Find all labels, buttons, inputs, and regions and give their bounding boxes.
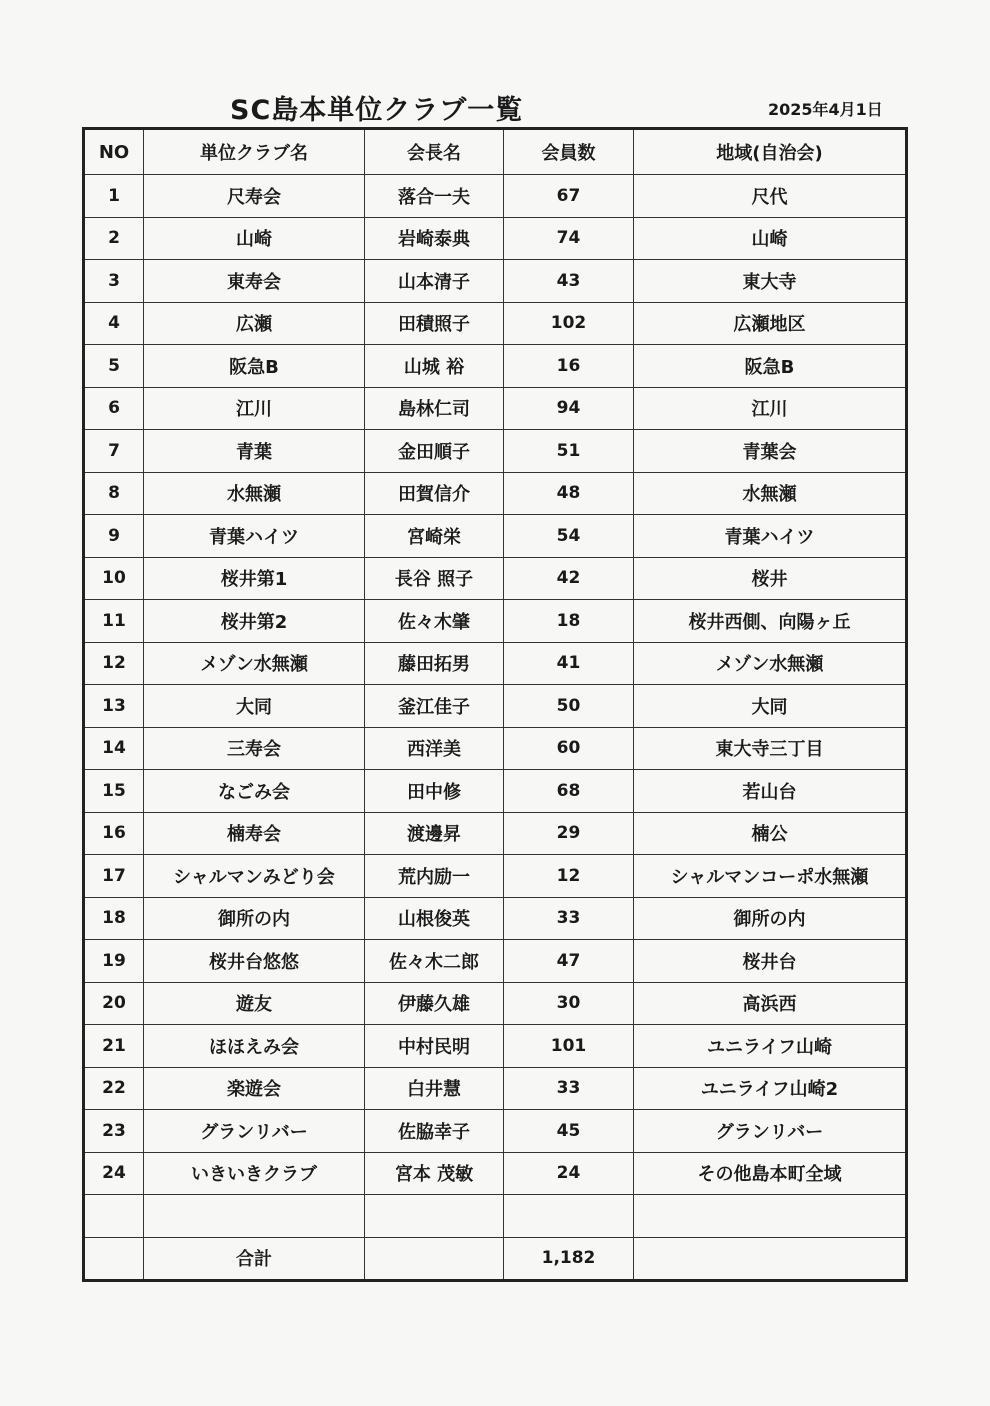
- table-row: [84, 770, 907, 813]
- row-area: 桜井: [634, 557, 907, 600]
- row-president: 白井慧: [365, 1067, 504, 1110]
- row-president: 金田順子: [365, 430, 504, 473]
- table-row: [84, 685, 907, 728]
- row-no: 21: [84, 1025, 144, 1068]
- table-row: [84, 897, 907, 940]
- row-president: 佐々木肇: [365, 600, 504, 643]
- row-club-name: メゾン水無瀬: [144, 642, 365, 685]
- empty-cell: [634, 1237, 907, 1281]
- row-president: 岩崎泰典: [365, 217, 504, 260]
- row-members: 45: [504, 1110, 634, 1153]
- row-no: 6: [84, 387, 144, 430]
- table-row: [84, 855, 907, 898]
- row-club-name: 楽遊会: [144, 1067, 365, 1110]
- row-president: 宮本 茂敏: [365, 1152, 504, 1195]
- row-area: 尺代: [634, 175, 907, 218]
- table-row: [84, 472, 907, 515]
- row-area: 桜井台: [634, 940, 907, 983]
- row-members: 30: [504, 982, 634, 1025]
- row-members: 102: [504, 302, 634, 345]
- row-club-name: 御所の内: [144, 897, 365, 940]
- row-president: 伊藤久雄: [365, 982, 504, 1025]
- row-club-name: 阪急B: [144, 345, 365, 388]
- row-area: その他島本町全域: [634, 1152, 907, 1195]
- row-president: 宮崎栄: [365, 515, 504, 558]
- row-members: 60: [504, 727, 634, 770]
- total-members: 1,182: [504, 1237, 634, 1281]
- table-row: [84, 812, 907, 855]
- document-date: 2025年4月1日: [768, 100, 883, 119]
- row-president: 釜江佳子: [365, 685, 504, 728]
- row-members: 18: [504, 600, 634, 643]
- row-no: 13: [84, 685, 144, 728]
- row-no: 24: [84, 1152, 144, 1195]
- row-no: 7: [84, 430, 144, 473]
- table-row: [84, 1110, 907, 1153]
- row-president: 佐脇幸子: [365, 1110, 504, 1153]
- header-club-name: 単位クラブ名: [144, 129, 365, 175]
- row-area: ユニライフ山崎: [634, 1025, 907, 1068]
- row-members: 41: [504, 642, 634, 685]
- row-members: 94: [504, 387, 634, 430]
- row-area: 大同: [634, 685, 907, 728]
- row-no: 11: [84, 600, 144, 643]
- row-area: 広瀬地区: [634, 302, 907, 345]
- row-club-name: 山崎: [144, 217, 365, 260]
- row-club-name: 大同: [144, 685, 365, 728]
- club-list-table: [82, 127, 908, 1282]
- row-no: 17: [84, 855, 144, 898]
- row-members: 67: [504, 175, 634, 218]
- row-area: 東大寺: [634, 260, 907, 303]
- row-members: 101: [504, 1025, 634, 1068]
- total-label: 合計: [144, 1237, 365, 1281]
- row-club-name: 遊友: [144, 982, 365, 1025]
- row-president: 荒内励一: [365, 855, 504, 898]
- row-club-name: 三寿会: [144, 727, 365, 770]
- row-members: 43: [504, 260, 634, 303]
- row-area: 水無瀬: [634, 472, 907, 515]
- row-president: 山城 裕: [365, 345, 504, 388]
- row-no: 8: [84, 472, 144, 515]
- table-row: [84, 260, 907, 303]
- empty-row: [84, 1195, 907, 1238]
- row-president: 田中修: [365, 770, 504, 813]
- empty-cell: [365, 1237, 504, 1281]
- row-members: 12: [504, 855, 634, 898]
- row-club-name: グランリバー: [144, 1110, 365, 1153]
- row-no: 2: [84, 217, 144, 260]
- row-president: 山根俊英: [365, 897, 504, 940]
- row-members: 42: [504, 557, 634, 600]
- row-no: 20: [84, 982, 144, 1025]
- row-club-name: ほほえみ会: [144, 1025, 365, 1068]
- row-area: ユニライフ山崎2: [634, 1067, 907, 1110]
- row-area: 楠公: [634, 812, 907, 855]
- row-president: 中村民明: [365, 1025, 504, 1068]
- row-no: 5: [84, 345, 144, 388]
- row-club-name: 東寿会: [144, 260, 365, 303]
- table-row: [84, 430, 907, 473]
- row-president: 田積照子: [365, 302, 504, 345]
- row-area: 青葉会: [634, 430, 907, 473]
- table-row: [84, 1152, 907, 1195]
- row-club-name: シャルマンみどり会: [144, 855, 365, 898]
- row-president: 田賀信介: [365, 472, 504, 515]
- row-club-name: 江川: [144, 387, 365, 430]
- empty-cell: [144, 1195, 365, 1238]
- table-body: [84, 175, 907, 1281]
- table-row: [84, 1067, 907, 1110]
- row-no: 18: [84, 897, 144, 940]
- row-club-name: 青葉: [144, 430, 365, 473]
- table-row: [84, 175, 907, 218]
- row-members: 24: [504, 1152, 634, 1195]
- row-members: 16: [504, 345, 634, 388]
- row-members: 74: [504, 217, 634, 260]
- row-members: 33: [504, 897, 634, 940]
- empty-cell: [365, 1195, 504, 1238]
- row-area: 江川: [634, 387, 907, 430]
- row-president: 落合一夫: [365, 175, 504, 218]
- row-no: 9: [84, 515, 144, 558]
- row-president: 渡邊昇: [365, 812, 504, 855]
- row-area: 青葉ハイツ: [634, 515, 907, 558]
- row-president: 長谷 照子: [365, 557, 504, 600]
- row-club-name: 広瀬: [144, 302, 365, 345]
- empty-cell: [504, 1195, 634, 1238]
- row-club-name: 青葉ハイツ: [144, 515, 365, 558]
- row-members: 29: [504, 812, 634, 855]
- row-no: 22: [84, 1067, 144, 1110]
- table-row: [84, 1025, 907, 1068]
- row-no: 14: [84, 727, 144, 770]
- header-members: 会員数: [504, 129, 634, 175]
- row-president: 西洋美: [365, 727, 504, 770]
- row-area: シャルマンコーポ水無瀬: [634, 855, 907, 898]
- header-area: 地域(自治会): [634, 129, 907, 175]
- row-area: 高浜西: [634, 982, 907, 1025]
- row-club-name: 水無瀬: [144, 472, 365, 515]
- row-no: 3: [84, 260, 144, 303]
- row-area: グランリバー: [634, 1110, 907, 1153]
- total-row: [84, 1237, 907, 1281]
- row-president: 藤田拓男: [365, 642, 504, 685]
- row-president: 島林仁司: [365, 387, 504, 430]
- table-row: [84, 727, 907, 770]
- row-area: 若山台: [634, 770, 907, 813]
- empty-cell: [84, 1195, 144, 1238]
- row-members: 54: [504, 515, 634, 558]
- table-row: [84, 515, 907, 558]
- row-members: 51: [504, 430, 634, 473]
- row-president: 佐々木二郎: [365, 940, 504, 983]
- row-no: 19: [84, 940, 144, 983]
- document-title: SC島本単位クラブ一覧: [230, 95, 524, 126]
- table-row: [84, 387, 907, 430]
- table-row: [84, 600, 907, 643]
- row-area: 山崎: [634, 217, 907, 260]
- header-no: NO: [84, 129, 144, 175]
- empty-cell: [84, 1237, 144, 1281]
- row-area: 阪急B: [634, 345, 907, 388]
- table-header-row: [84, 129, 907, 175]
- header-president: 会長名: [365, 129, 504, 175]
- row-club-name: なごみ会: [144, 770, 365, 813]
- row-no: 12: [84, 642, 144, 685]
- row-club-name: 桜井第1: [144, 557, 365, 600]
- table-row: [84, 345, 907, 388]
- row-area: 御所の内: [634, 897, 907, 940]
- row-no: 1: [84, 175, 144, 218]
- empty-cell: [634, 1195, 907, 1238]
- row-no: 4: [84, 302, 144, 345]
- row-no: 16: [84, 812, 144, 855]
- row-club-name: 尺寿会: [144, 175, 365, 218]
- row-area: 桜井西側、向陽ヶ丘: [634, 600, 907, 643]
- row-club-name: 桜井台悠悠: [144, 940, 365, 983]
- row-club-name: 桜井第2: [144, 600, 365, 643]
- row-members: 33: [504, 1067, 634, 1110]
- row-members: 47: [504, 940, 634, 983]
- table-row: [84, 982, 907, 1025]
- row-club-name: いきいきクラブ: [144, 1152, 365, 1195]
- row-members: 50: [504, 685, 634, 728]
- row-no: 15: [84, 770, 144, 813]
- row-area: 東大寺三丁目: [634, 727, 907, 770]
- row-members: 48: [504, 472, 634, 515]
- row-members: 68: [504, 770, 634, 813]
- table-row: [84, 642, 907, 685]
- table-row: [84, 557, 907, 600]
- row-area: メゾン水無瀬: [634, 642, 907, 685]
- table-row: [84, 940, 907, 983]
- row-club-name: 楠寿会: [144, 812, 365, 855]
- table-row: [84, 217, 907, 260]
- row-no: 23: [84, 1110, 144, 1153]
- row-president: 山本清子: [365, 260, 504, 303]
- table-row: [84, 302, 907, 345]
- row-no: 10: [84, 557, 144, 600]
